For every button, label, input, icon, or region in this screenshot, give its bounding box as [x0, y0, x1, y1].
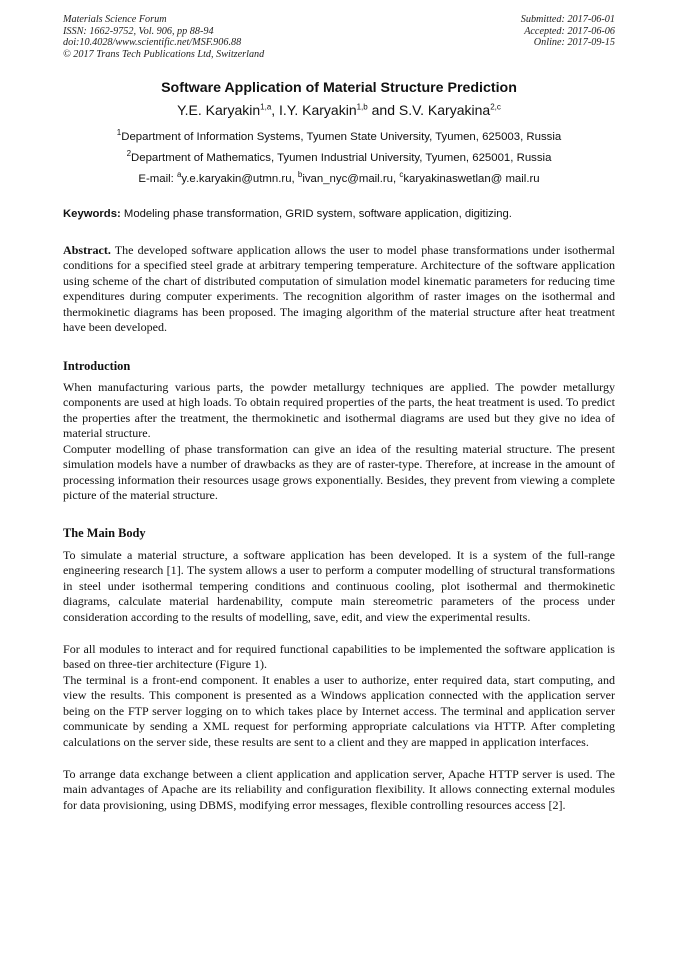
author-list: [0, 102, 678, 118]
keywords-text: Modeling phase transformation, GRID system, software application, digitizing.: [120, 208, 512, 220]
author-name: Y.E. Karyakin: [177, 102, 261, 118]
affiliation-text: Department of Information Systems, Tyumen State University, Tyumen, 625003, Russia: [121, 131, 562, 143]
email-address: karyakinaswetlan@ mail.ru: [403, 173, 540, 185]
abstract-label: Abstract.: [63, 243, 111, 257]
email-address: y.e.karyakin@utmn.ru,: [181, 173, 298, 185]
copyright-line: © 2017 Trans Tech Publications Ltd, Switzerland: [63, 48, 265, 60]
author-separator: and: [367, 102, 399, 118]
affiliation-1: [0, 128, 678, 143]
email-mark: b: [297, 170, 303, 180]
issn-line: ISSN: 1662-9752, Vol. 906, pp 88-94: [63, 25, 214, 37]
author-affiliation-mark: 2,c: [490, 102, 501, 112]
affiliation-mark: 2: [126, 149, 132, 159]
email-address: ivan_nyc@mail.ru,: [302, 173, 400, 185]
body-paragraph: To arrange data exchange between a client application and application server, Apache HTTP server is used. The main advantages of Apache are its reliability and configuration flexibility. It allows connecting external modules for data provisioning, using DBMS, modifying error messages, flexible controlling resources access [2].: [63, 767, 615, 812]
email-label: E-mail:: [138, 173, 177, 185]
email-line: [0, 170, 678, 185]
author-affiliation-mark: 1,b: [356, 102, 368, 112]
keywords-label: Keywords:: [63, 208, 121, 220]
accepted-date: Accepted: 2017-06-06: [524, 25, 615, 37]
author-name: S.V. Karyakina: [398, 102, 491, 118]
affiliation-2: [0, 149, 678, 164]
author-name: I.Y. Karyakin: [279, 102, 357, 118]
paper-title: Software Application of Material Structure Prediction: [161, 80, 517, 96]
abstract: [63, 243, 615, 335]
body-paragraph: Computer modelling of phase transformation can give an idea of the resulting material structure. The present simulation models have a number of drawbacks as they are of raster-type. Therefore, at increase in the amount of processing information their resources usage grows exponentially. Besides, they prevent from viewing a complete picture of the material structure.: [63, 442, 615, 503]
body-paragraph: To simulate a material structure, a software application has been developed. It is a system of the full-range engineering research [1]. The system allows a user to perform a computer modelling of structural transformations in steel under isothermal tempering conditions and continuous cooling, plot isothermal and thermokinetic diagrams, calculate material hardenability, compute main stereometric parameters of the process under consideration according to the results of modelling, save, edit, and view the experimental results.: [63, 548, 615, 624]
journal-name: Materials Science Forum: [63, 14, 167, 25]
body-paragraph: For all modules to interact and for required functional capabilities to be implemented the software application is based on three-tier architecture (Figure 1).: [63, 642, 615, 672]
email-mark: c: [399, 170, 404, 180]
author-separator: ,: [271, 102, 280, 118]
section-heading-introduction: Introduction: [63, 359, 131, 373]
keywords: [63, 208, 615, 220]
author-affiliation-mark: 1,a: [260, 102, 272, 112]
journal-info: [63, 14, 264, 60]
body-paragraph: The terminal is a front-end component. It enables a user to authorize, enter required data, start computing, and view the results. This component is presented as a Windows application connected with the application server being on the FTP server logging on to which takes place by Internet access. The terminal and application server communicate by sending a XML request for performing appropriate calculations via HTTP. After completing calculations on the server side, these results are sent to a client and they are mapped in application interfaces.: [63, 673, 615, 749]
submitted-date: Submitted: 2017-06-01: [520, 14, 615, 25]
email-mark: a: [176, 170, 182, 180]
affiliation-text: Department of Mathematics, Tyumen Industrial University, Tyumen, 625001, Russia: [131, 152, 552, 164]
affiliation-mark: 1: [116, 128, 122, 138]
section-heading-main-body: The Main Body: [63, 526, 146, 540]
publication-dates: [521, 14, 615, 49]
body-paragraph: When manufacturing various parts, the powder metallurgy techniques are applied. The powder metallurgy components are used at high loads. To obtain required properties of the parts, the heat treatment is used. To predict the properties after the treatment, the thermokinetic and isothermal diagrams are used but they give no idea of material structure.: [63, 380, 615, 441]
abstract-text: The developed software application allows the user to model phase transformations under isothermal conditions for a specified steel grade at arbitrary tempering temperature. Architecture of the software application using scheme of the chart of distributed computation of simulation model kinematic parameters for reducing time expenditures during computer experiments. The recognition algorithm of raster images on the isothermal and thermokinetic diagrams has been proposed. The imaging algorithm of the material structure after heat treatment have been developed.: [63, 243, 615, 335]
online-date: Online: 2017-09-15: [533, 37, 615, 49]
doi-line: doi:10.4028/www.scientific.net/MSF.906.88: [63, 37, 242, 49]
